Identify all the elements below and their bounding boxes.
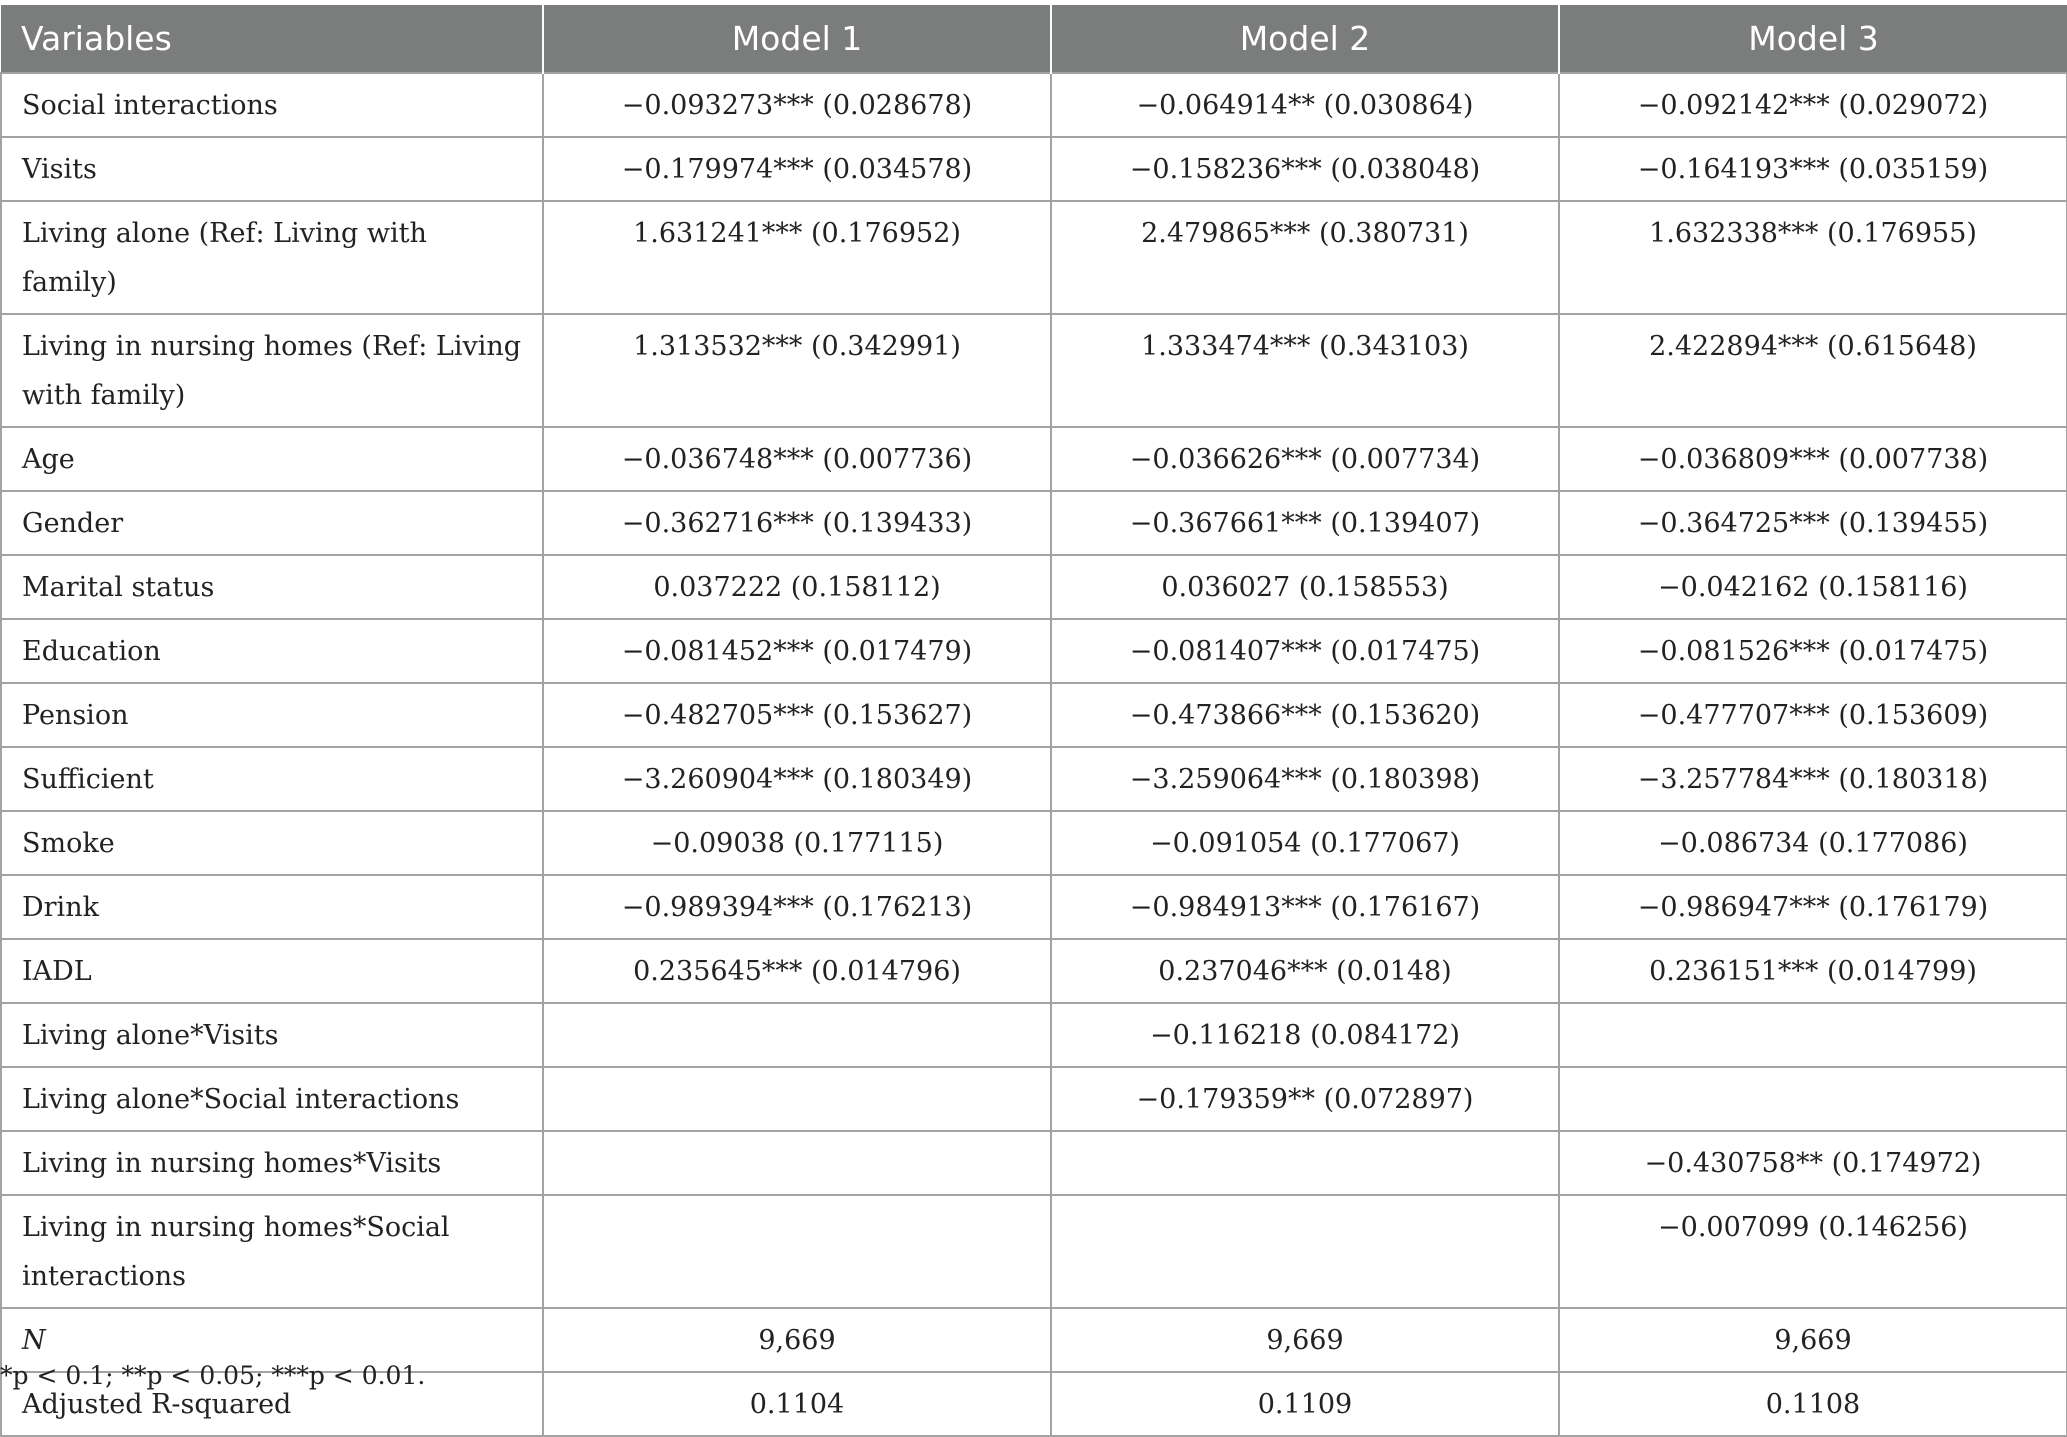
table-row (1, 1195, 2067, 1308)
table-row (1, 491, 2067, 555)
model-2-cell: 2.479865*** (0.380731) (1051, 201, 1559, 314)
n-label: N (22, 1325, 46, 1356)
table-row (1, 73, 2067, 137)
model-1-cell (543, 1195, 1051, 1308)
model-3-cell: −0.007099 (0.146256) (1559, 1195, 2067, 1308)
row-variable: Age (1, 427, 543, 491)
table-row (1, 811, 2067, 875)
header-variables: Variables (1, 5, 543, 73)
model-2-cell: 0.036027 (0.158553) (1051, 555, 1559, 619)
regression-table (0, 5, 2067, 1437)
table-row (1, 619, 2067, 683)
model-1-cell: −0.093273*** (0.028678) (543, 73, 1051, 137)
model-1-cell: 9,669 (543, 1308, 1051, 1372)
header-row (1, 5, 2067, 73)
model-1-cell: −0.362716*** (0.139433) (543, 491, 1051, 555)
row-variable: Living in nursing homes*Visits (1, 1131, 543, 1195)
model-2-cell: −0.179359** (0.072897) (1051, 1067, 1559, 1131)
model-1-cell: 0.037222 (0.158112) (543, 555, 1051, 619)
table-row (1, 427, 2067, 491)
model-3-cell: −3.257784*** (0.180318) (1559, 747, 2067, 811)
regression-table-container (0, 5, 2067, 1437)
table-row (1, 555, 2067, 619)
model-3-cell: −0.986947*** (0.176179) (1559, 875, 2067, 939)
model-2-cell: −0.116218 (0.084172) (1051, 1003, 1559, 1067)
model-2-cell: −0.367661*** (0.139407) (1051, 491, 1559, 555)
model-1-cell (543, 1131, 1051, 1195)
model-2-cell: 1.333474*** (0.343103) (1051, 314, 1559, 427)
table-row (1, 683, 2067, 747)
model-3-cell (1559, 1003, 2067, 1067)
table-row (1, 939, 2067, 1003)
row-variable: Living alone*Social interactions (1, 1067, 543, 1131)
header-model-3: Model 3 (1559, 5, 2067, 73)
model-1-cell (543, 1003, 1051, 1067)
model-2-cell: −0.091054 (0.177067) (1051, 811, 1559, 875)
row-variable: Marital status (1, 555, 543, 619)
model-1-cell: −0.179974*** (0.034578) (543, 137, 1051, 201)
model-1-cell: 1.313532*** (0.342991) (543, 314, 1051, 427)
model-3-cell: −0.081526*** (0.017475) (1559, 619, 2067, 683)
table-row (1, 201, 2067, 314)
model-3-cell: −0.364725*** (0.139455) (1559, 491, 2067, 555)
model-3-cell: 9,669 (1559, 1308, 2067, 1372)
model-1-cell: 1.631241*** (0.176952) (543, 201, 1051, 314)
model-2-cell: −0.158236*** (0.038048) (1051, 137, 1559, 201)
model-1-cell: −0.482705*** (0.153627) (543, 683, 1051, 747)
model-3-cell (1559, 1067, 2067, 1131)
model-2-cell: 9,669 (1051, 1308, 1559, 1372)
model-3-cell: −0.036809*** (0.007738) (1559, 427, 2067, 491)
row-variable: Visits (1, 137, 543, 201)
row-variable: Smoke (1, 811, 543, 875)
model-3-cell: 1.632338*** (0.176955) (1559, 201, 2067, 314)
table-row (1, 137, 2067, 201)
model-1-cell (543, 1067, 1051, 1131)
model-3-cell: −0.164193*** (0.035159) (1559, 137, 2067, 201)
model-3-cell: 2.422894*** (0.615648) (1559, 314, 2067, 427)
significance-footnote: *p < 0.1; **p < 0.05; ***p < 0.01. (0, 1361, 426, 1390)
row-variable: Living alone*Visits (1, 1003, 543, 1067)
model-2-cell (1051, 1131, 1559, 1195)
model-2-cell: 0.237046*** (0.0148) (1051, 939, 1559, 1003)
model-1-cell: −0.989394*** (0.176213) (543, 875, 1051, 939)
table-row (1, 1131, 2067, 1195)
model-2-cell: −0.036626*** (0.007734) (1051, 427, 1559, 491)
model-2-cell: 0.1109 (1051, 1372, 1559, 1436)
model-1-cell: −0.081452*** (0.017479) (543, 619, 1051, 683)
model-2-cell: −0.984913*** (0.176167) (1051, 875, 1559, 939)
model-2-cell: −0.473866*** (0.153620) (1051, 683, 1559, 747)
model-3-cell: −0.092142*** (0.029072) (1559, 73, 2067, 137)
header-model-1: Model 1 (543, 5, 1051, 73)
row-variable: Social interactions (1, 73, 543, 137)
row-variable: Living in nursing homes (Ref: Living with family) (1, 314, 543, 427)
row-variable: Pension (1, 683, 543, 747)
model-1-cell: −3.260904*** (0.180349) (543, 747, 1051, 811)
row-variable: Gender (1, 491, 543, 555)
model-1-cell: −0.09038 (0.177115) (543, 811, 1051, 875)
model-3-cell: −0.477707*** (0.153609) (1559, 683, 2067, 747)
model-2-cell: −3.259064*** (0.180398) (1051, 747, 1559, 811)
row-variable: Education (1, 619, 543, 683)
model-2-cell: −0.064914** (0.030864) (1051, 73, 1559, 137)
model-3-cell: −0.042162 (0.158116) (1559, 555, 2067, 619)
model-1-cell: 0.235645*** (0.014796) (543, 939, 1051, 1003)
table-row (1, 1003, 2067, 1067)
table-row (1, 314, 2067, 427)
model-1-cell: −0.036748*** (0.007736) (543, 427, 1051, 491)
model-3-cell: −0.430758** (0.174972) (1559, 1131, 2067, 1195)
row-variable-adjusted-r-squared: Adjusted R-squared (1, 1372, 543, 1436)
model-1-cell: 0.1104 (543, 1372, 1051, 1436)
model-3-cell: −0.086734 (0.177086) (1559, 811, 2067, 875)
row-variable: Sufficient (1, 747, 543, 811)
table-row (1, 1067, 2067, 1131)
model-3-cell: 0.1108 (1559, 1372, 2067, 1436)
row-variable: Living in nursing homes*Social interactions (1, 1195, 543, 1308)
model-3-cell: 0.236151*** (0.014799) (1559, 939, 2067, 1003)
row-variable: Drink (1, 875, 543, 939)
row-variable: IADL (1, 939, 543, 1003)
table-row (1, 875, 2067, 939)
row-variable: Living alone (Ref: Living with family) (1, 201, 543, 314)
table-row (1, 747, 2067, 811)
header-model-2: Model 2 (1051, 5, 1559, 73)
model-2-cell: −0.081407*** (0.017475) (1051, 619, 1559, 683)
model-2-cell (1051, 1195, 1559, 1308)
